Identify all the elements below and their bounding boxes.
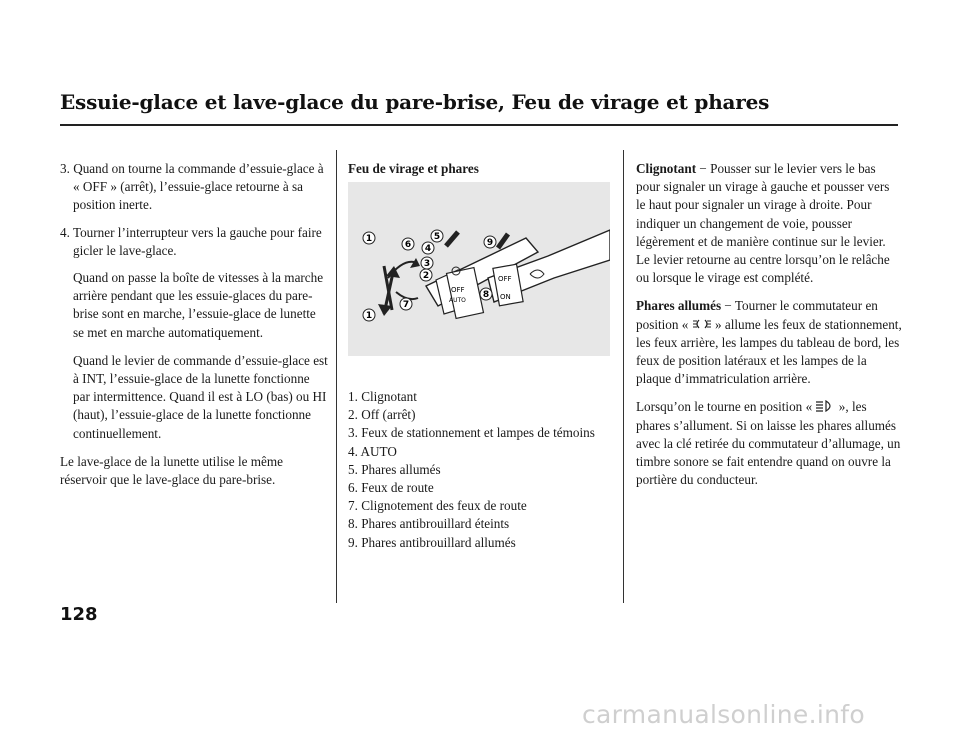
callout-1a: 1 (365, 234, 373, 244)
callout-5: 5 (433, 232, 441, 242)
note-reverse: Quand on passe la boîte de vitesses à la marche arrière pendant que les essuie-glaces du pare-brise sont en marche, l’essuie-glace de lunette se met en marche automatiquement. (73, 270, 324, 340)
legend-item: 9. Phares antibrouillard allumés (348, 534, 516, 550)
auto-label: AUTO (449, 297, 466, 304)
legend-item: 2. Off (arrêt) (348, 407, 416, 423)
callout-9: 9 (486, 238, 494, 248)
figure-legend (348, 388, 610, 552)
lever-illustration (348, 182, 610, 356)
headlights-paragraph (636, 297, 902, 388)
headlights-on-text-b: », les phares s’allument. Si on laisse les phares allumés avec la clé retirée du commutateur d’allumage, un timbre sonore se fait entendre quand on ouvre la portière du conducteur. (636, 399, 901, 488)
step-3: 3. Quand on tourne la commande d’essuie-glace à « OFF » (arrêt), l’essuie-glace retourne à sa position inerte. (60, 161, 324, 213)
arrow-headlights (446, 232, 458, 246)
turn-signal-text: Pousser sur le levier vers le bas pour signaler un virage à gauche et pousser vers le haut pour signaler un virage à droite. Pour indiquer un changement de voie, pousser légèrement et de manière continue sur le levier. Le levier retourne au centre lorsqu’on le relâche ou lorsque le virage est complété. (636, 161, 890, 286)
headlights-text-a: Tourner le commutateur en position « (636, 298, 878, 332)
legend-item: 3. Feux de stationnement et lampes de témoins (348, 425, 595, 441)
turn-signal-paragraph (636, 160, 902, 287)
headlight-icon (815, 400, 835, 412)
arrow-fog (498, 234, 508, 248)
page-title: Essuie-glace et lave-glace du pare-brise, Feu de virage et phares (60, 90, 770, 114)
legend-item: 8. Phares antibrouillard éteints (348, 516, 510, 532)
page-number: 128 (60, 604, 98, 625)
dash: − (721, 298, 735, 314)
lever-diagram (348, 182, 610, 356)
right-column (636, 160, 902, 499)
fog-on-label: ON (500, 293, 511, 301)
legend-item: 1. Clignotant (348, 389, 417, 404)
legend-item: 5. Phares allumés (348, 461, 441, 477)
callout-8: 8 (482, 290, 490, 300)
column-divider-2 (623, 150, 624, 603)
headlights-on-paragraph (636, 398, 902, 489)
column-divider-1 (336, 150, 337, 603)
turn-signal-heading: Clignotant (636, 161, 697, 176)
legend-item: 7. Clignotement des feux de route (348, 498, 527, 514)
section-heading: Feu de virage et phares (348, 161, 479, 176)
headlights-on-text-a: Lorsqu’on le tourne en position « (636, 399, 816, 415)
callout-6: 6 (404, 240, 412, 250)
parking-lights-icon (692, 318, 712, 330)
callout-1b: 1 (365, 311, 373, 321)
fog-off-label: OFF (498, 275, 512, 283)
watermark: carmanualsonline.info (582, 700, 865, 729)
legend-item: 6. Feux de route (348, 480, 434, 496)
headlights-heading: Phares allumés (636, 298, 722, 314)
dash: − (696, 161, 711, 176)
headlights-text-b: » allume les feux de stationnement, les feux arrière, les lampes du tableau de bord, les feux de position latéraux et les lampes de la plaque d’immatriculation arrière. (636, 316, 902, 387)
title-rule (60, 124, 898, 126)
step-4: 4. Tourner l’interrupteur vers la gauche pour faire gicler le lave-glace. (60, 224, 322, 258)
callout-7: 7 (402, 300, 410, 310)
off-label: OFF (451, 286, 465, 294)
closing-note: Le lave-glace de la lunette utilise le même réservoir que le lave-glace du pare-brise. (60, 453, 283, 488)
callout-2: 2 (422, 271, 430, 281)
note-int: Quand le levier de commande d’essuie-glace est à INT, l’essuie-glace de la lunette fonctionne par intermittence. Quand il est à LO (bas) ou HI (haut), l’essuie-glace de la lunette fonctionne continuellement. (73, 352, 328, 441)
callout-3: 3 (423, 259, 431, 269)
callout-4: 4 (424, 244, 432, 254)
legend-item: 4. AUTO (348, 443, 397, 459)
left-column (60, 160, 328, 499)
